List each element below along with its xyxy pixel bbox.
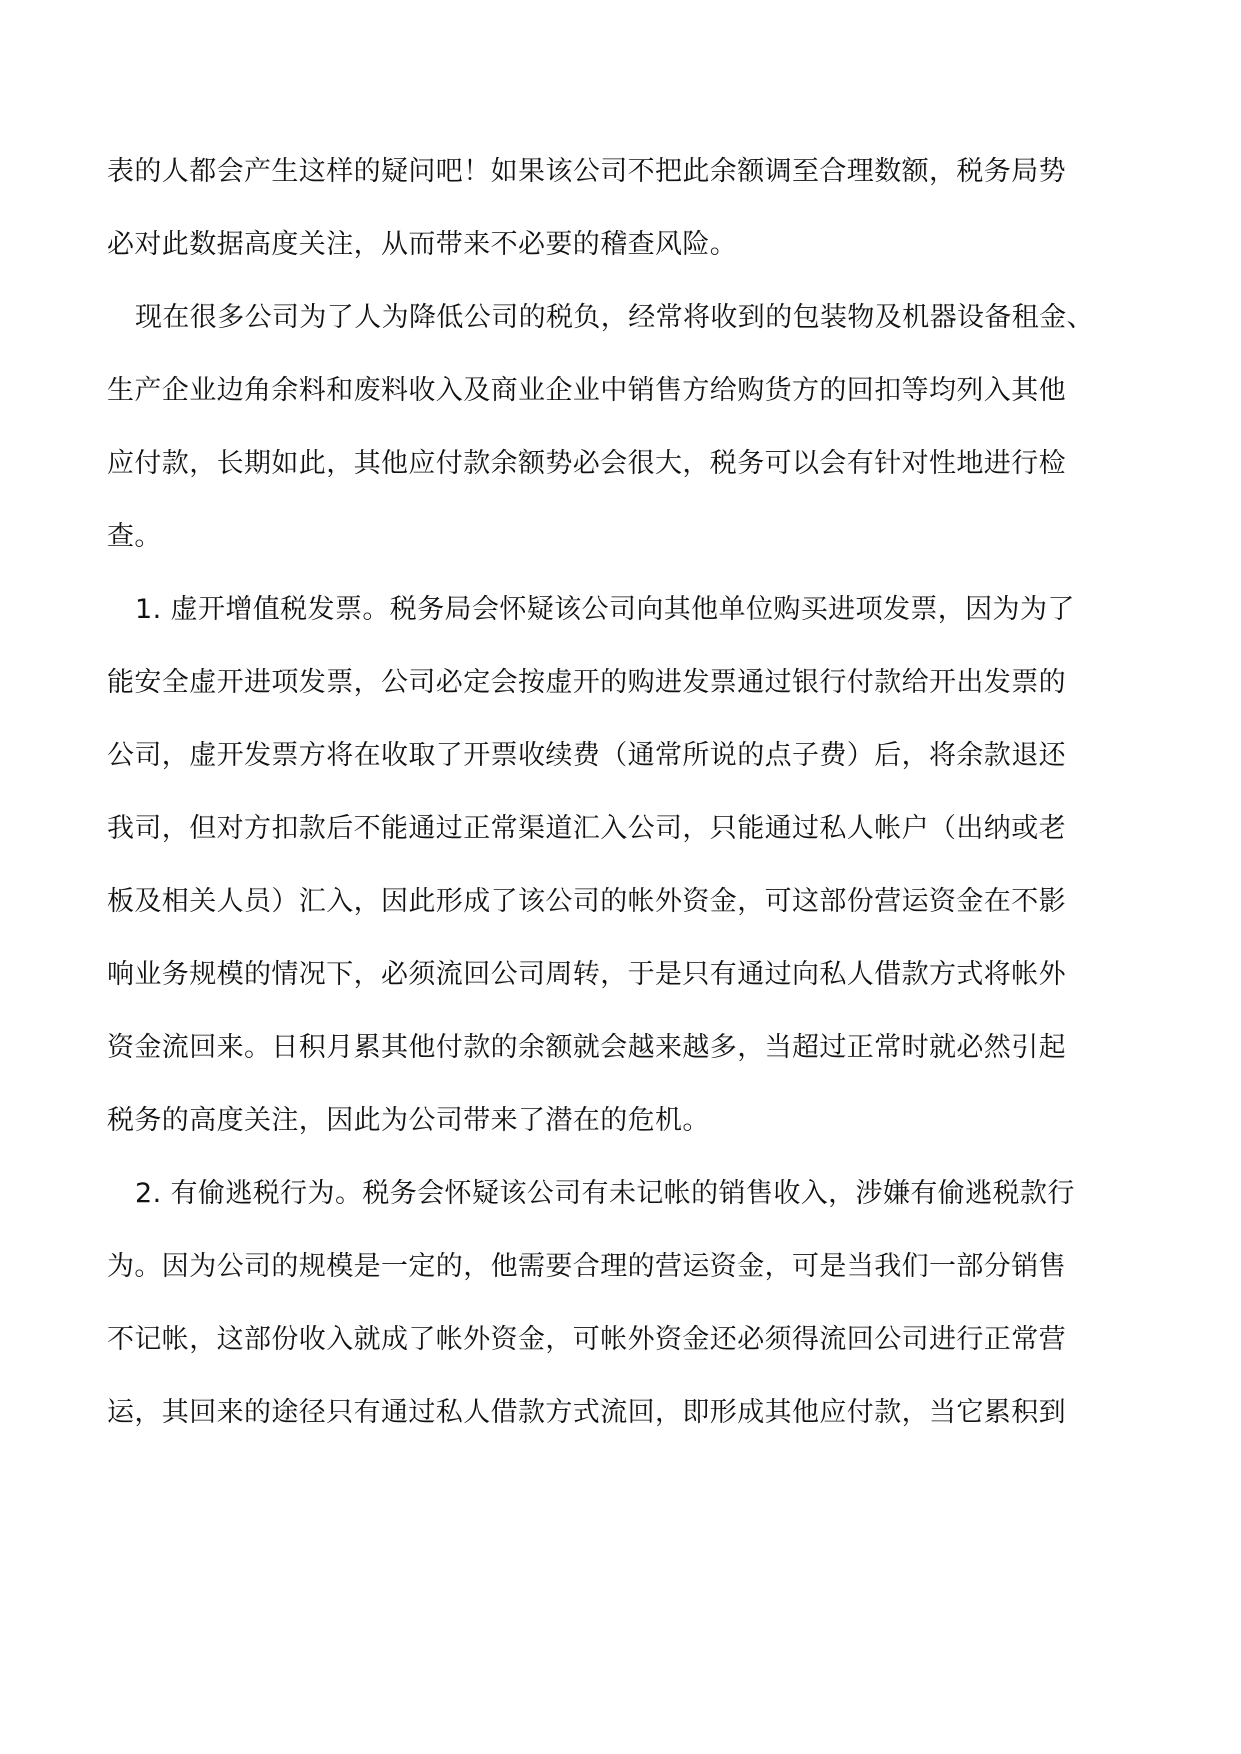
text-line: 为。因为公司的规模是一定的，他需要合理的营运资金，可是当我们一部分销售 (107, 1251, 1066, 1282)
text-line: 不记帐，这部份收入就成了帐外资金，可帐外资金还必须得流回公司进行正常营 (107, 1324, 1066, 1355)
paragraph-start-line: 2. 有偷逃税行为。税务会怀疑该公司有未记帐的销售收入，涉嫌有偷逃税款行 (135, 1178, 1075, 1209)
text-line: 查。 (107, 521, 162, 552)
text-line: 运，其回来的途径只有通过私人借款方式流回，即形成其他应付款，当它累积到 (107, 1397, 1066, 1428)
text-line: 板及相关人员）汇入，因此形成了该公司的帐外资金，可这部份营运资金在不影 (107, 886, 1066, 917)
text-line: 资金流回来。日积月累其他付款的余额就会越来越多，当超过正常时就必然引起 (107, 1032, 1066, 1063)
text-line: 生产企业边角余料和废料收入及商业企业中销售方给购货方的回扣等均列入其他 (107, 375, 1066, 406)
paragraph-start-line: 现在很多公司为了人为降低公司的税负，经常将收到的包装物及机器设备租金、 (135, 302, 1094, 333)
paragraph-start-line: 1. 虚开增值税发票。税务局会怀疑该公司向其他单位购买进项发票，因为为了 (135, 594, 1075, 625)
text-line: 公司，虚开发票方将在收取了开票收续费（通常所说的点子费）后，将余款退还 (107, 740, 1066, 771)
text-line: 应付款，长期如此，其他应付款余额势必会很大，税务可以会有针对性地进行检 (107, 448, 1066, 479)
text-line: 必对此数据高度关注，从而带来不必要的稽查风险。 (107, 229, 738, 260)
text-line: 我司，但对方扣款后不能通过正常渠道汇入公司，只能通过私人帐户（出纳或老 (107, 813, 1066, 844)
text-line: 能安全虚开进项发票，公司必定会按虚开的购进发票通过银行付款给开出发票的 (107, 667, 1066, 698)
text-line: 响业务规模的情况下，必须流回公司周转，于是只有通过向私人借款方式将帐外 (107, 959, 1066, 990)
text-line: 表的人都会产生这样的疑问吧！如果该公司不把此余额调至合理数额，税务局势 (107, 156, 1066, 187)
text-line: 税务的高度关注，因此为公司带来了潜在的危机。 (107, 1105, 710, 1136)
